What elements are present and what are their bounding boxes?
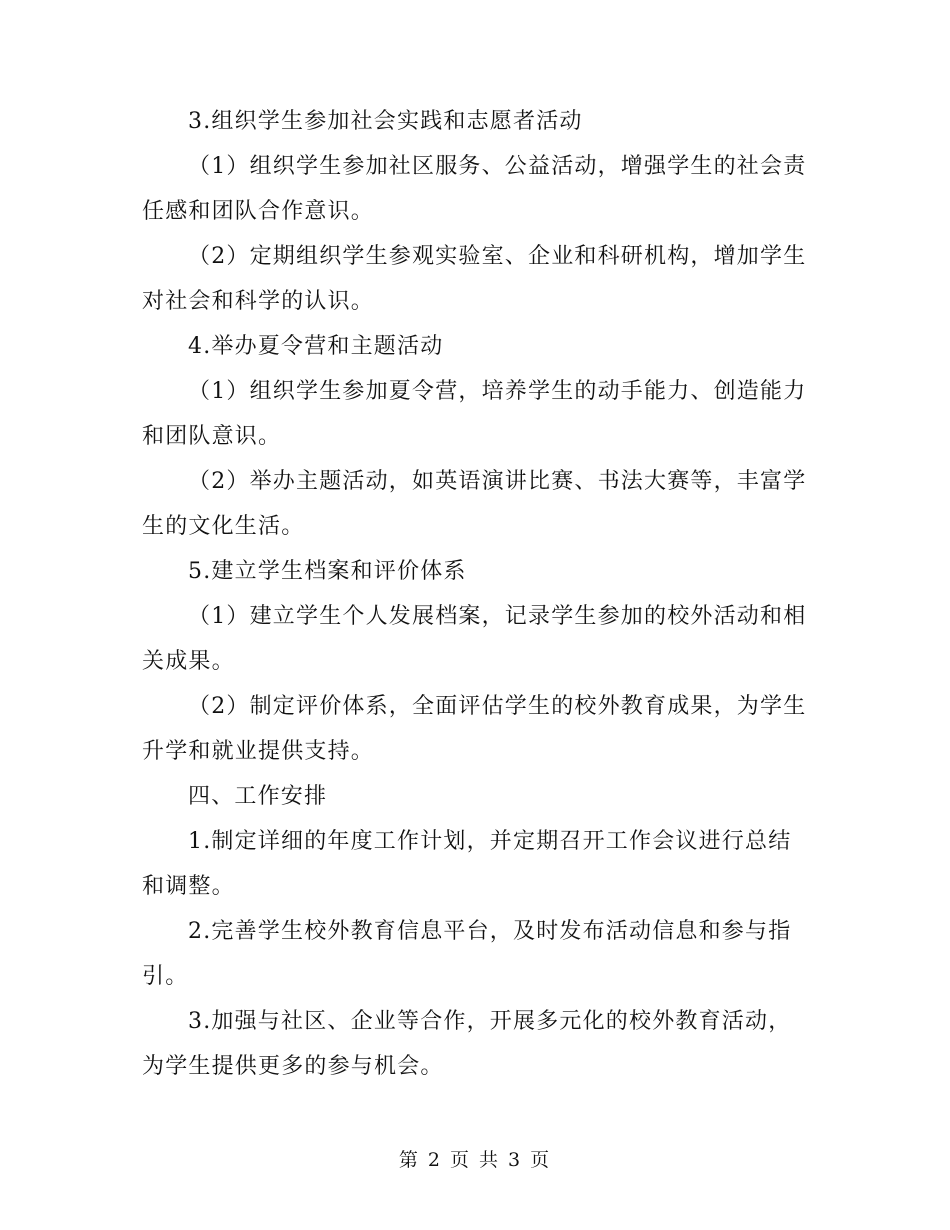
section-heading: 3.组织学生参加社会实践和志愿者活动 (188, 109, 583, 134)
body-paragraph: （2）定期组织学生参观实验室、企业和科研机构，增加学生对社会和科学的认识。 (142, 244, 807, 314)
body-paragraph: 1.制定详细的年度工作计划，并定期召开工作会议进行总结和调整。 (142, 829, 792, 899)
page-number-footer: 第 2 页 共 3 页 (398, 1149, 552, 1171)
body-paragraph: 2.完善学生校外教育信息平台，及时发布活动信息和参与指引。 (142, 919, 792, 989)
body-paragraph: （1）组织学生参加夏令营，培养学生的动手能力、创造能力和团队意识。 (142, 379, 807, 449)
section-heading: 5.建立学生档案和评价体系 (188, 559, 467, 584)
section-heading: 4.举办夏令营和主题活动 (188, 334, 444, 359)
section-heading: 四、工作安排 (188, 784, 328, 809)
body-paragraph: （2）制定评价体系，全面评估学生的校外教育成果，为学生升学和就业提供支持。 (142, 694, 807, 764)
body-paragraph: 3.加强与社区、企业等合作，开展多元化的校外教育活动，为学生提供更多的参与机会。 (142, 1009, 792, 1079)
body-paragraph: （1）建立学生个人发展档案，记录学生参加的校外活动和相关成果。 (142, 604, 807, 674)
body-paragraph: （1）组织学生参加社区服务、公益活动，增强学生的社会责任感和团队合作意识。 (142, 154, 807, 224)
body-paragraph: （2）举办主题活动，如英语演讲比赛、书法大赛等，丰富学生的文化生活。 (142, 469, 807, 539)
